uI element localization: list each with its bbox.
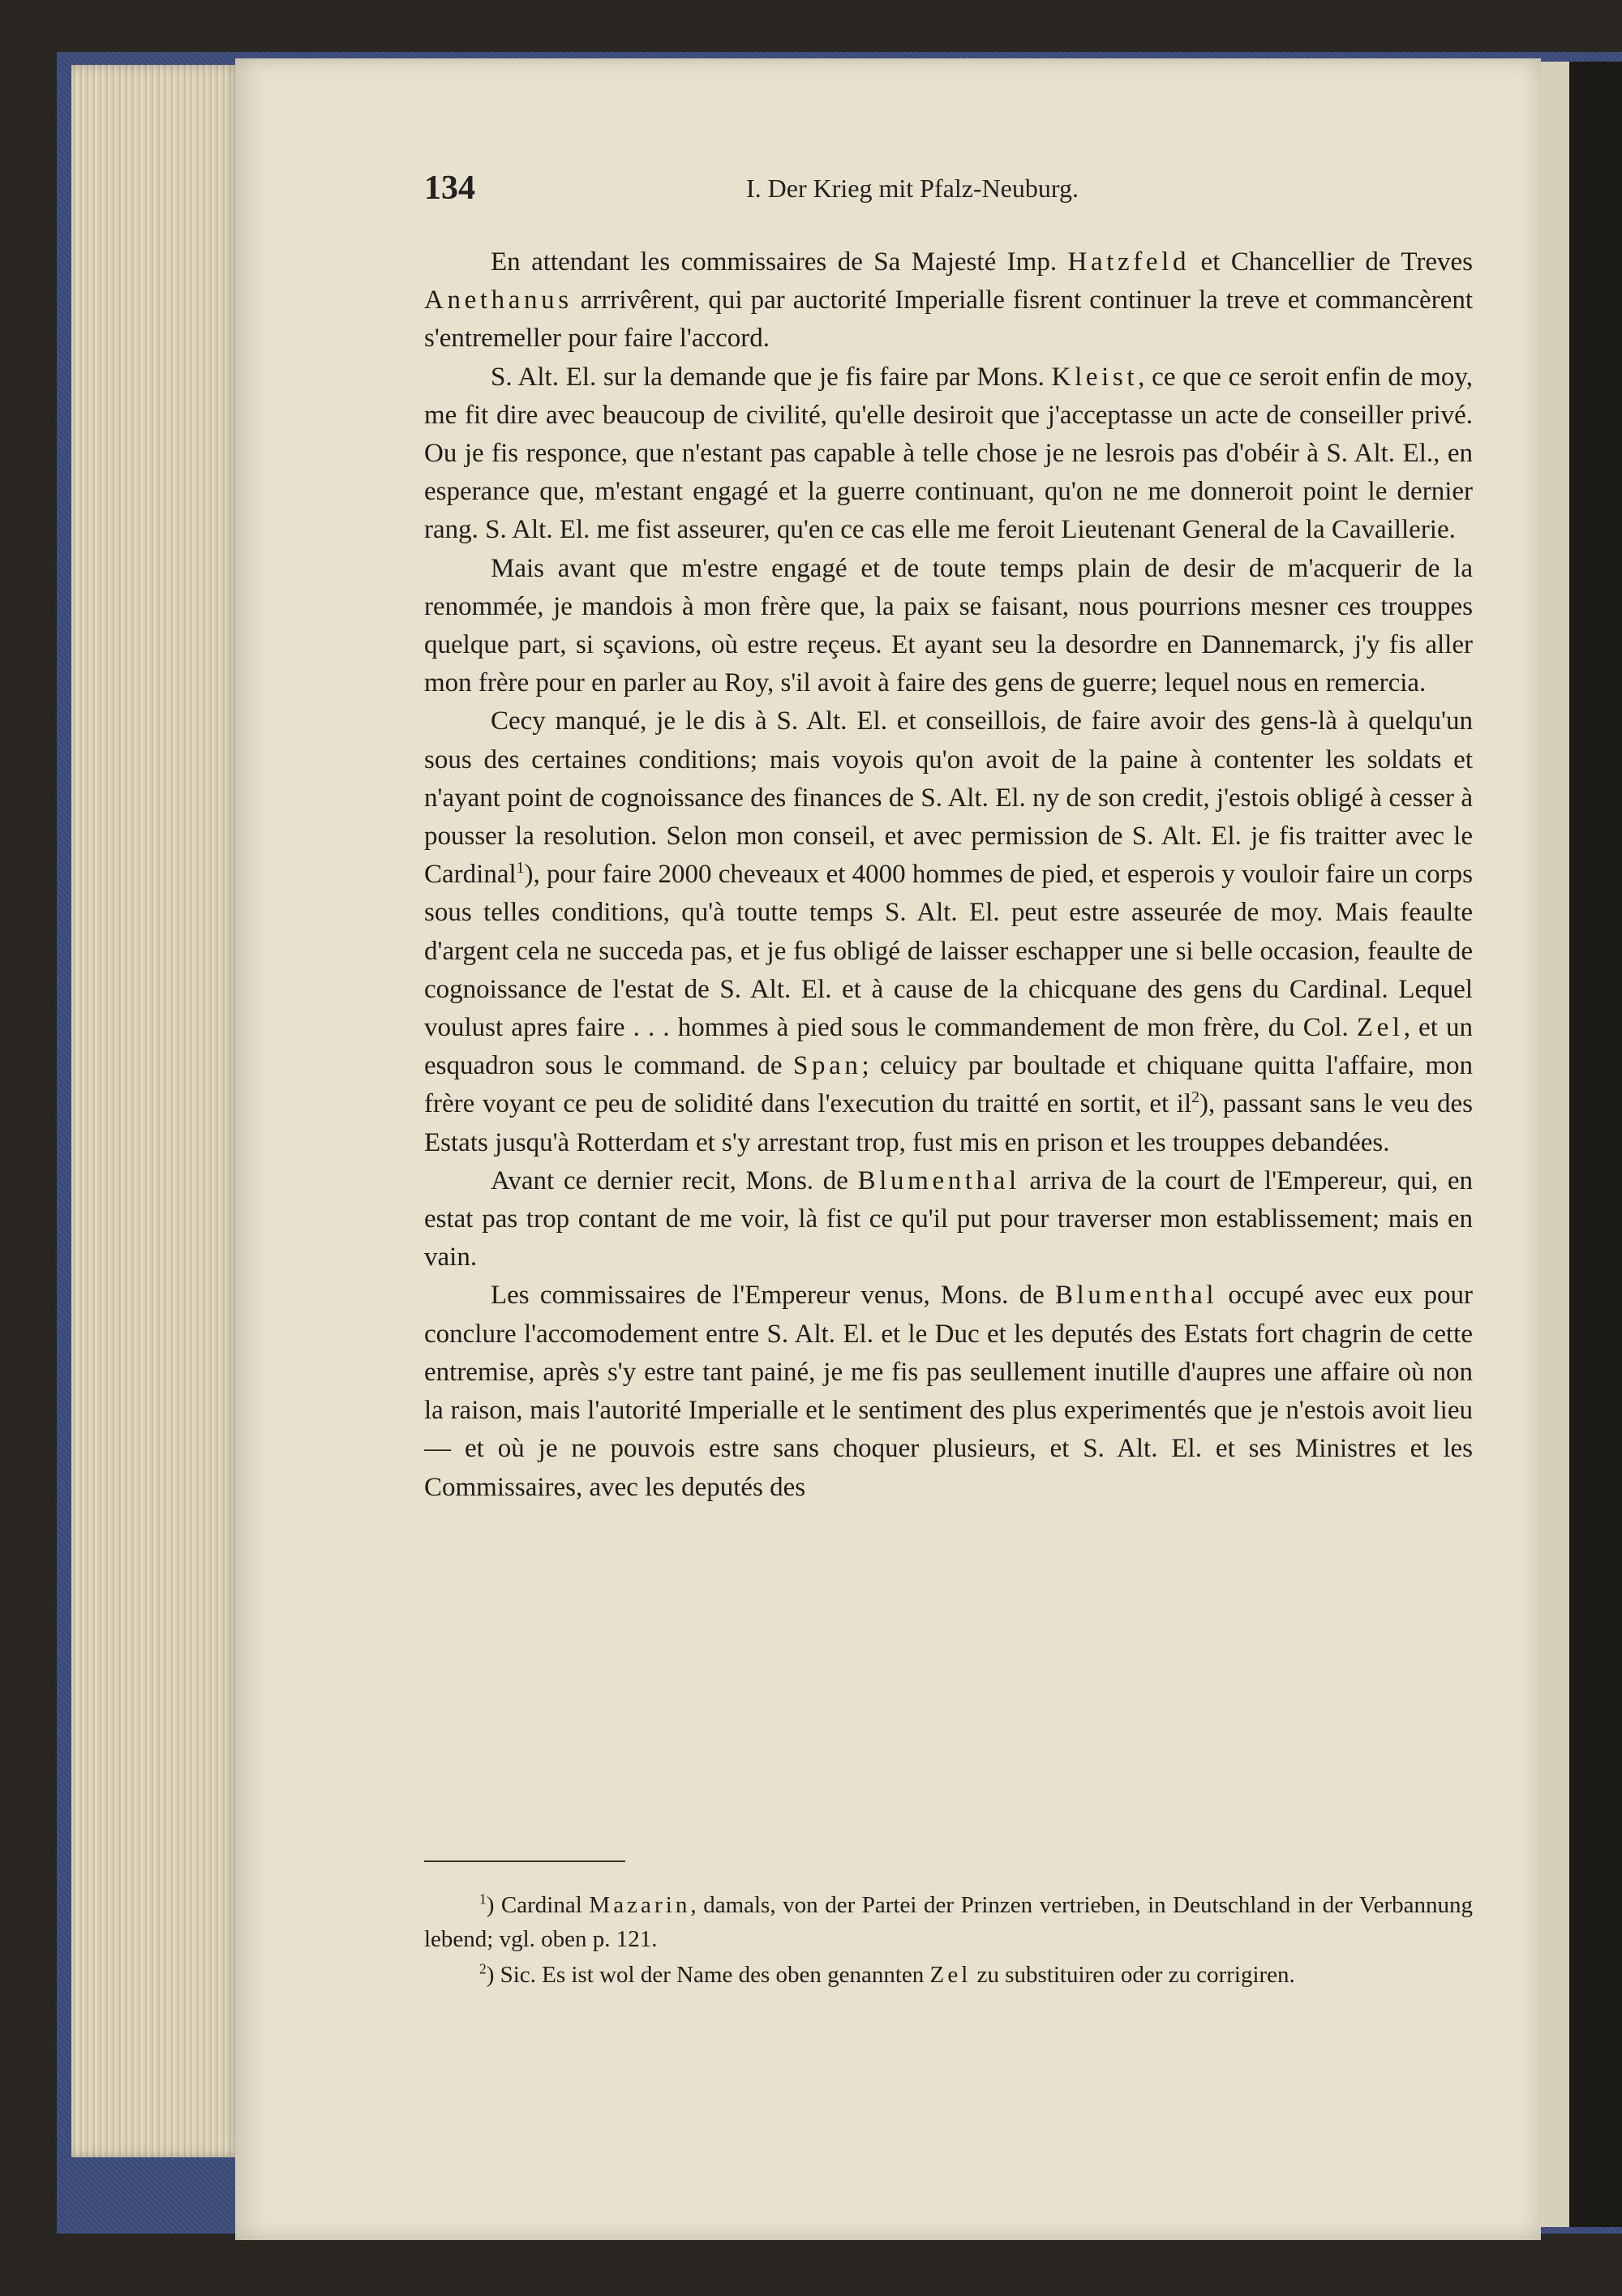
text-run: arriva de la court de l'Empereur, qui, en estat pas trop contant de me voir, là fist ce qu'il put pour traverser mon establissement; mais en vain. — [424, 1165, 1474, 1272]
person-name: Zel — [1356, 1013, 1404, 1043]
text-run: zu substituiren oder zu corrigiren. — [976, 1962, 1295, 1988]
paragraph — [424, 1277, 1473, 1506]
text-run: ) Cardinal — [486, 1892, 582, 1918]
text-run: , ce que ce seroit enfin de moy, me fit dire avec beaucoup de civilité, qu'elle desiroit que j'acceptasse un acte de conseiller privé. Ou je fis responce, que n'estant pas capable à telle chose je ne lesrois pas d'obéir à S. Alt. El., en esperance que, m'estant engagé et la guerre continuant, qu'on ne me donneroit point le dernier rang. S. Alt. El. me fist asseurer, qu'en ce cas elle me feroit Lieutenant General de la Cavaillerie. — [424, 362, 1474, 545]
person-name: Zel — [929, 1962, 972, 1988]
footnote-ref: 1 — [516, 859, 525, 878]
text-run: S. Alt. El. sur la demande que je fis faire par Mons. — [491, 362, 1045, 392]
person-name: Blumenthal — [857, 1165, 1020, 1195]
text-run: ), pour faire 2000 cheveaux et 4000 hommes de pied, et esperois y vouloir faire un corps sous telles conditions, qu'à toutte temps S. Alt. El. peut estre asseurée de moy. Mais feaulte d'argent cela ne succeda pas, et je fus obligé de laisser eschapper une si belle occasion, feaulte de cognoissance de l'estat de S. Alt. El. et à cause de la chicquane des gens du Cardinal. Lequel voulust apres faire . . . hommes à pied sous le commandement de mon frère, du Col. — [424, 860, 1473, 1043]
text-run: ; celuicy par boultade et chiquane quitta l'affaire, mon frère voyant ce peu de solidité dans l'execution du traitté en sortit, et il — [424, 1051, 1473, 1119]
text-run: ), passant sans le veu des Estats jusqu'à Rotterdam et s'y arrestant trop, fust mis en prison et les trouppes debandées. — [424, 1089, 1473, 1157]
footnote-mark: 2 — [479, 1960, 487, 1977]
text-run: En attendant les commissaires de Sa Majesté Imp. — [491, 247, 1058, 277]
paragraph — [424, 1162, 1473, 1277]
text-run: , damals, von der Partei der Prinzen vertrieben, in Deutschland in der Verbannung lebend; vgl. oben p. 121. — [424, 1892, 1474, 1952]
paragraph — [424, 243, 1473, 358]
book-spine-shadow — [1569, 62, 1622, 2227]
footnote-mark: 1 — [479, 1890, 487, 1908]
footnote — [424, 1888, 1473, 1956]
page-number: 134 — [424, 170, 475, 207]
text-run: et Chancellier de Treves — [1200, 247, 1473, 277]
footnote — [424, 1958, 1473, 1992]
text-run: Avant ce dernier recit, Mons. de — [491, 1165, 848, 1195]
text-run: ) Sic. Es ist wol der Name des oben genannten — [486, 1962, 925, 1988]
text-run: arrrivêrent, qui par auctorité Imperialle fisrent continuer la treve et commancèrent s'entremeller pour faire l'accord. — [424, 285, 1474, 354]
page-header — [424, 169, 1478, 209]
page-edges — [71, 65, 242, 2157]
running-title: I. Der Krieg mit Pfalz-Neuburg. — [746, 174, 1079, 203]
person-name: Kleist — [1051, 362, 1139, 392]
footnotes — [424, 1888, 1473, 1993]
footnote-divider — [424, 1860, 625, 1862]
main-text — [424, 243, 1473, 1507]
paragraph — [424, 550, 1473, 703]
person-name: Span — [792, 1051, 862, 1081]
footnote-ref: 2 — [1191, 1088, 1200, 1107]
text-run: occupé avec eux pour conclure l'accomodement entre S. Alt. El. et le Duc et les deputés des Estats fort chagrin de cette entremise, après s'y estre tant painé, je me fis pas seullement inutille d'aupres une affaire où non la raison, mais l'autorité Imperialle et le sentiment des plus experimentés que je n'estois avoit lieu — et où je ne pouvois estre sans choquer plusieurs, et S. Alt. El. et ses Ministres et les Commissaires, avec les deputés des — [424, 1281, 1474, 1502]
text-run: , et un esquadron sous le command. de — [424, 1013, 1473, 1081]
text-run: Mais avant que m'estre engagé et de toute temps plain de desir de m'acquerir de la renommée, je mandois à mon frère que, la paix se faisant, nous pourrions mesner ces trouppes quelque part, si sçavions, où estre reçeus. Et ayant seu la desordre en Dannemarck, j'y fis aller mon frère pour en parler au Roy, s'il avoit à faire des gens de guerre; lequel nous en remercia. — [424, 553, 1473, 698]
text-run: Les commissaires de l'Empereur venus, Mons. de — [491, 1281, 1045, 1311]
person-name: Mazarin — [589, 1892, 691, 1918]
text-run: Cecy manqué, je le dis à S. Alt. El. et conseillois, de faire avoir des gens-là à quelqu'un sous des certaines conditions; mais voyois qu'on avoit de la paine à contenter les soldats et n'ayant point de cognoissance des finances de S. Alt. El. ny de son credit, j'estois obligé à cesser à pousser la resolution. Selon mon conseil, et avec permission de S. Alt. El. je fis traitter avec le Cardinal — [424, 706, 1473, 890]
paragraph — [424, 358, 1473, 550]
person-name: Blumenthal — [1054, 1281, 1218, 1311]
person-name: Anethanus — [424, 285, 573, 315]
person-name: Hatzfeld — [1067, 247, 1191, 277]
paragraph — [424, 702, 1473, 1161]
